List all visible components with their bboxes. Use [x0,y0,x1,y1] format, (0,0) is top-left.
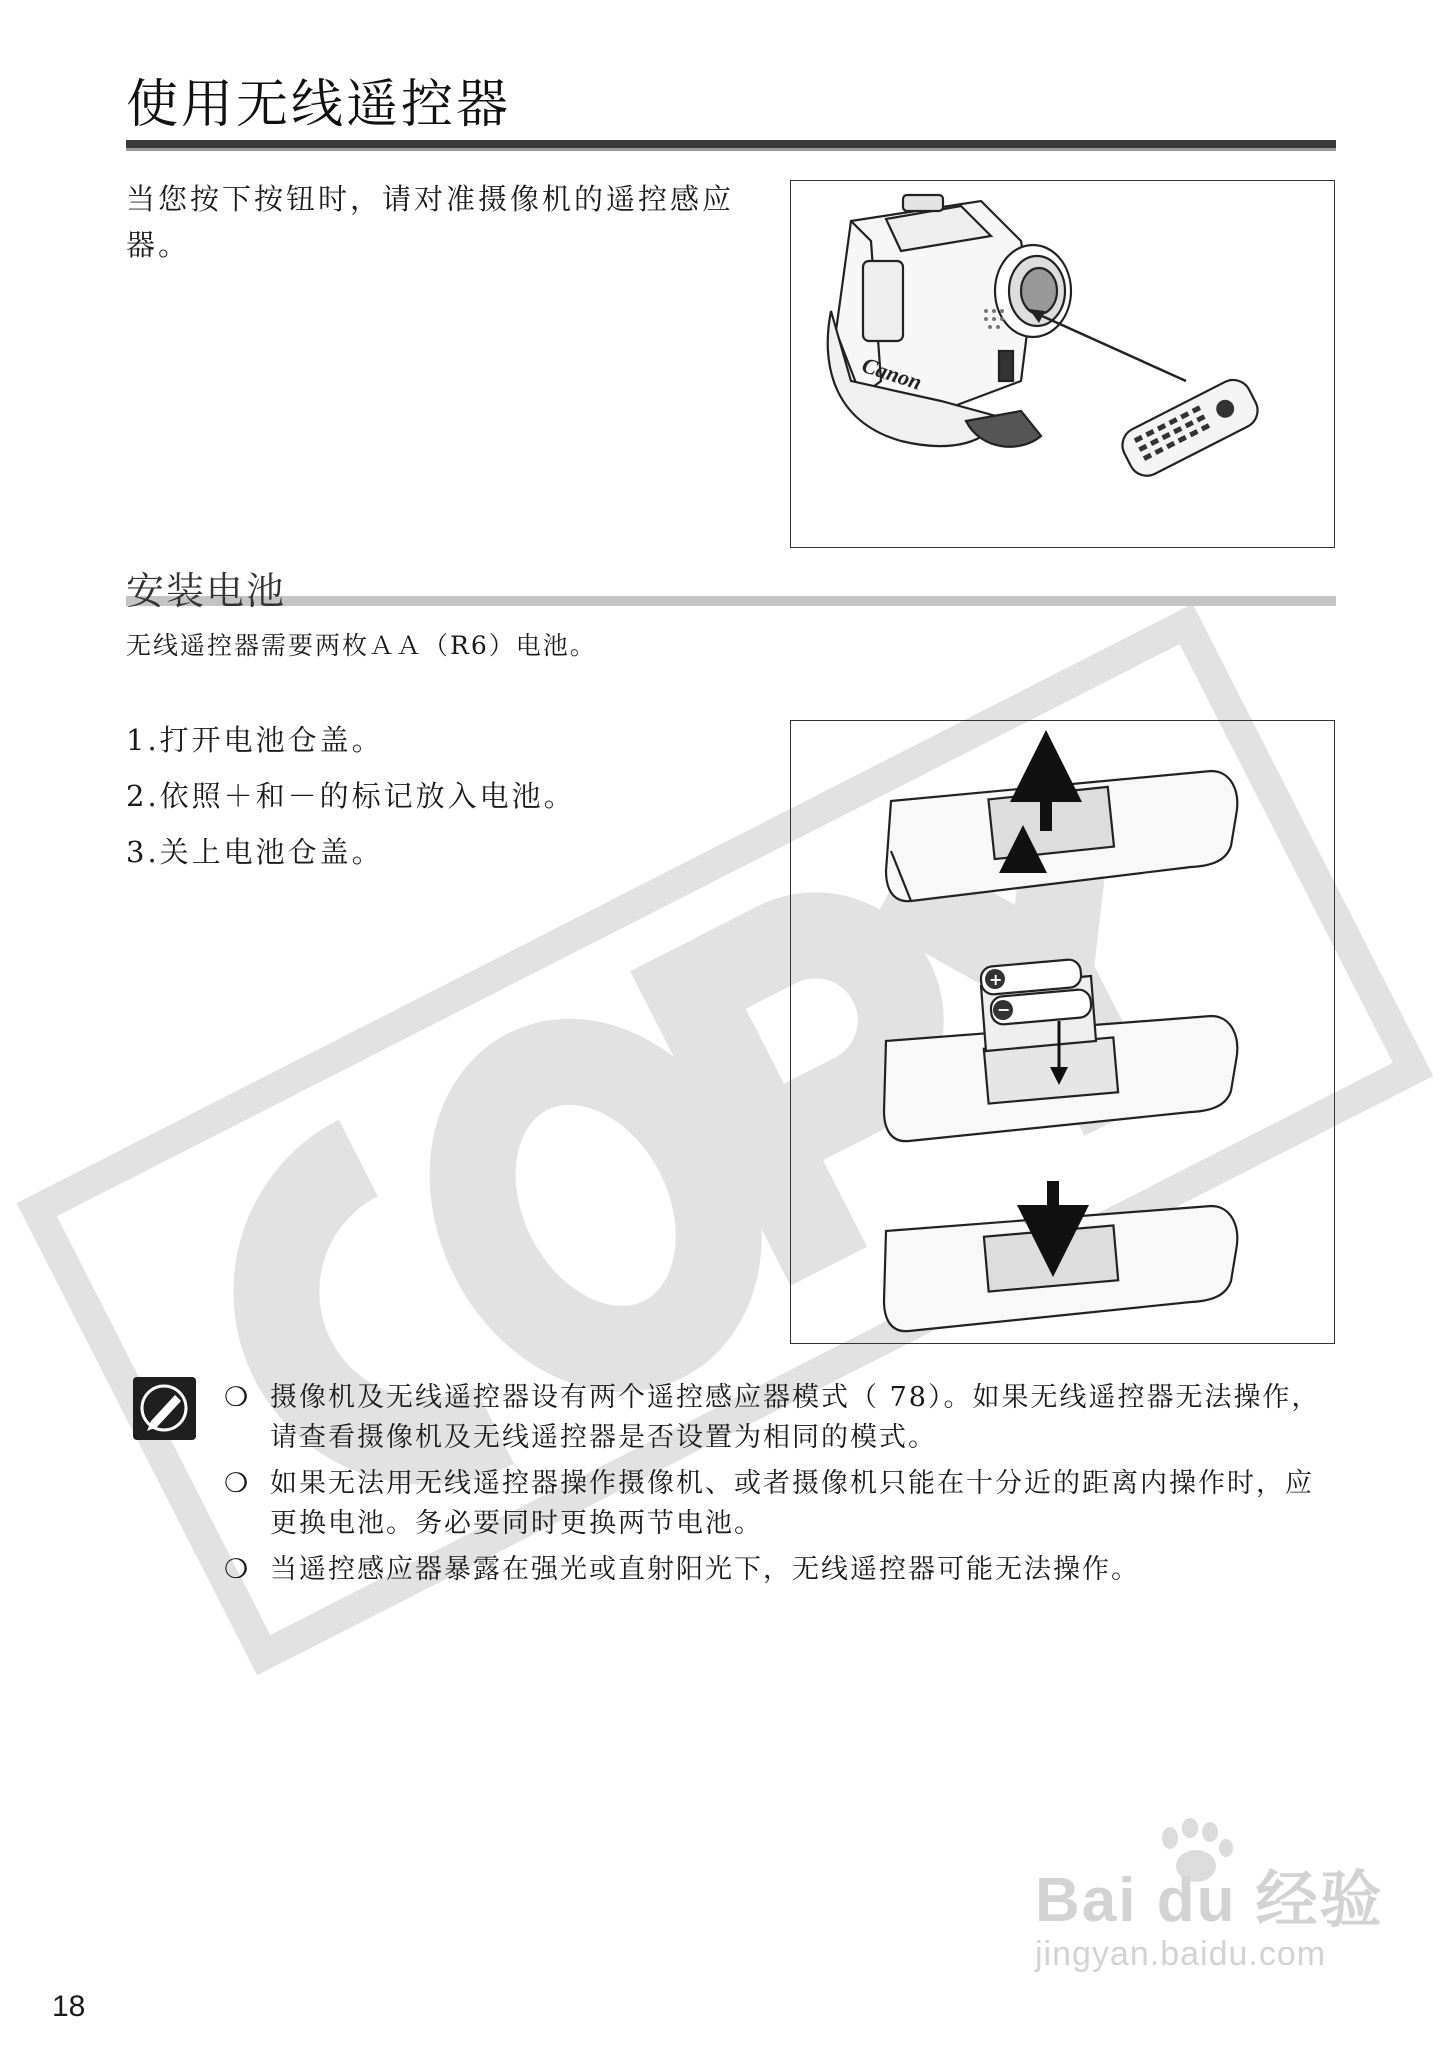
step-item: 1.打开电池仓盖。 [126,723,384,757]
camera-brand-label: Canon [859,352,925,395]
title-divider-shadow [126,148,1336,151]
step-item: 3.关上电池仓盖。 [126,835,384,869]
baidu-watermark [1035,1850,1384,1974]
note-text: 当遥控感应器暴露在强光或直射阳光下，无线遥控器可能无法操作。 [270,1554,1140,1585]
note-text: 如果无法用无线遥控器操作摄像机、或者摄像机只能在十分近的距离内操作时，应更换电池。务必要同时更换两节电池。 [270,1468,1314,1539]
notes-list [224,1378,1334,1596]
section-divider [126,596,1336,606]
section-description: 无线遥控器需要两枚ＡＡ（R6）电池。 [126,631,597,660]
battery-plus-label: + [989,970,1003,989]
note-item [224,1464,1334,1544]
battery-illustration [791,721,1334,1343]
battery-install-figure [790,720,1335,1344]
note-item [224,1378,1334,1458]
steps-list [126,712,576,880]
bullet-icon: ❍ [224,1468,251,1499]
camcorder-remote-figure [790,180,1335,548]
page-title: 使用无线遥控器 [126,75,512,135]
section-title: 安装电池 [126,569,287,613]
baidu-brand: Bai du 经验 [1035,1866,1384,1935]
intro-text: 当您按下按钮时，请对准摄像机的遥控感应器。 [126,182,735,262]
camcorder-illustration [791,181,1334,547]
bullet-icon: ❍ [224,1554,251,1585]
step-item: 2.依照＋和－的标记放入电池。 [126,779,576,813]
battery-minus-label: − [997,1000,1011,1019]
note-text: 摄像机及无线遥控器设有两个遥控感应器模式（ 78）。如果无线遥控器无法操作，请查看摄像机及无线遥控器是否设置为相同的模式。 [270,1382,1321,1453]
note-item [224,1550,1334,1590]
baidu-url: jingyan.baidu.com [1035,1935,1327,1973]
title-divider [126,140,1336,148]
bullet-icon: ❍ [224,1382,251,1413]
page-number: 18 [52,1990,86,2023]
note-icon [133,1377,196,1440]
